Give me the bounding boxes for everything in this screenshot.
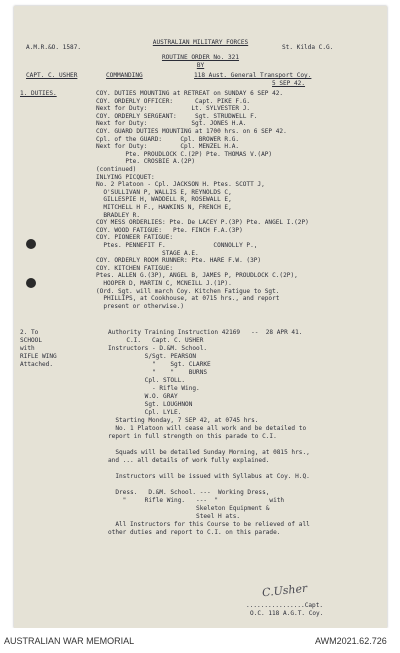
duty-line: PHILLIPS, at Cookhouse, at 0715 hrs., and report	[96, 295, 280, 303]
duty-line: COY. KITCHEN FATIGUE:	[96, 264, 174, 272]
duty-line: Ptes. PENNEFIT F. CONNOLLY P.,	[96, 242, 258, 249]
margin-note-line: RIFLE WING	[20, 353, 57, 360]
unit-name: 118 Aust. General Transport Coy.	[194, 72, 312, 79]
training-line: " " BURNS	[108, 369, 208, 376]
duty-line: STAGE A.E.	[96, 249, 199, 257]
training-line: No. 1 Platoon will cease all work and be detailed to	[108, 425, 307, 432]
duty-line: Next for Duty: Cpl. MENZEL H.A.	[96, 143, 240, 151]
order-by: BY	[196, 62, 205, 69]
location: St. Kilda C.G.	[282, 44, 334, 51]
punch-hole	[26, 239, 36, 249]
commanding-label: COMMANDING	[106, 72, 143, 79]
training-line: - Rifle Wing.	[108, 385, 200, 392]
duty-line: HOOPER D, MARTIN C, MCNEILL J.(1P).	[96, 280, 232, 287]
duty-line: COY. WOOD FATIGUE: Pte. FINCH F.A.(3P)	[96, 226, 243, 234]
duty-line: COY MESS ORDERLIES: Pte. De LACEY P.(3P) Pte. ANGEL I.(2P)	[96, 219, 309, 227]
training-line: " Rifle Wing. --- " with	[108, 497, 285, 504]
order-title: ROUTINE ORDER No. 321	[161, 54, 240, 61]
margin-note-line: 2. To	[20, 329, 39, 336]
training-line: other duties and report to C.I. on this parade.	[108, 529, 281, 536]
training-line: All Instructors for this Course to be relieved of all	[108, 521, 310, 528]
duty-line: Pte. CROSBIE A.(2P)	[96, 158, 196, 166]
duty-line: COY. ORDERLY ROOM RUNNER: Pte. HARE F.W. (3P)	[96, 257, 262, 265]
document-title: AUSTRALIAN MILITARY FORCES	[152, 39, 249, 46]
training-line: W.O. GRAY	[108, 393, 178, 400]
duty-line: No. 2 Platoon - Cpl. JACKSON H. Ptes. SCOTT J,	[96, 181, 265, 189]
archive-name: AUSTRALIAN WAR MEMORIAL	[4, 636, 135, 646]
training-line: Instructors - D.&M. School.	[108, 345, 208, 352]
handwritten-signature: C.Usher	[261, 581, 308, 600]
training-line: Starting Monday, 7 SEP 42, at 0745 hrs.	[108, 417, 259, 424]
duty-line: BRADLEY R.	[96, 211, 141, 219]
duty-line: COY. ORDERLY SERGEANT: Sgt. STRUDWELL F.	[96, 112, 258, 120]
duty-line: COY. ORDERLY OFFICER: Capt. PIKE F.G.	[96, 97, 251, 105]
duty-line: COY. DUTIES MOUNTING at RETREAT on SUNDAY 6 SEP 42.	[96, 90, 284, 97]
margin-note-line: SCHOOL	[20, 337, 43, 344]
duty-line: COY. PIONEER FATIGUE:	[96, 234, 174, 242]
signature-line: ................Capt.	[246, 602, 324, 609]
training-line: " Sgt. CLARKE	[108, 361, 211, 368]
order-date: 5 SEP 42.	[272, 80, 306, 87]
training-line: Dress. D.&M. School. --- Working Dress,	[108, 489, 270, 496]
duty-line: INLYING PICQUET:	[96, 173, 155, 181]
duty-line: Cpl. of the GUARD: Cpl. BROWER R.G.	[96, 135, 240, 143]
training-line: Sgt. LOUGHNON	[108, 401, 193, 408]
training-line: Cpl. STOLL.	[108, 377, 186, 384]
training-line: and ... all details of work fully explained.	[108, 457, 270, 464]
order-reference: A.M.R.&O. 1587.	[26, 44, 82, 51]
training-line: Steel H ats.	[108, 513, 241, 520]
training-line: Instructors will be issued with Syllabus at Coy. H.Q.	[108, 473, 310, 480]
training-line: report in full strength on this parade to C.I.	[108, 433, 277, 440]
duty-line: Pte. PROUDLOCK C.(2P) Pte. THOMAS V.(AP)	[96, 150, 273, 158]
margin-note-line: Attached.	[20, 361, 54, 368]
training-line: Skeleton Equipment &	[108, 505, 270, 512]
margin-note-line: with	[20, 345, 35, 352]
duty-line: (continued)	[96, 166, 137, 173]
duty-line: Ptes. ALLEN G.(3P), ANGEL B, JAMES P, PROUDLOCK C.(2P),	[96, 272, 298, 280]
training-line: S/Sgt. PEARSON	[108, 353, 197, 360]
training-line: Cpl. LYLE.	[108, 409, 182, 416]
duty-line: GILLESPIE H, WADDELL R, ROSEWALL E,	[96, 196, 232, 204]
training-line: Authority Training Instruction 42169 -- 28 APR 41.	[108, 329, 303, 336]
duty-line: Next for Duty: Sgt. JONES H.A.	[96, 120, 247, 128]
training-line: C.I. Capt. C. USHER	[108, 337, 204, 344]
archive-footer	[0, 628, 400, 653]
commander-name: CAPT. C. USHER	[26, 72, 78, 79]
duty-line: O'SULLIVAN P, WALLIS E, REYNOLDS C,	[96, 188, 232, 196]
section-heading-duties: 1. DUTIES.	[20, 90, 57, 97]
archive-accession-number: AWM2021.62.726	[315, 636, 387, 646]
duty-line: COY. GUARD DUTIES MOUNTING at 1700 hrs. on 6 SEP 42.	[96, 128, 287, 135]
duty-line: MITCHELL H F., HAWKINS N, FRENCH E,	[96, 204, 232, 211]
signature-title: O.C. 118 A.G.T. Coy.	[250, 610, 324, 617]
document-page	[14, 6, 387, 628]
duty-line: present or otherwise.)	[96, 302, 185, 310]
training-line: Squads will be detailed Sunday Morning, at 0815 hrs.,	[108, 449, 310, 456]
duty-line: (Ord. Sgt. will march Coy. Kitchen Fatigue to Sgt.	[96, 287, 280, 295]
duty-line: Next for Duty: Lt. SYLVESTER J.	[96, 105, 251, 113]
punch-hole	[26, 278, 36, 288]
